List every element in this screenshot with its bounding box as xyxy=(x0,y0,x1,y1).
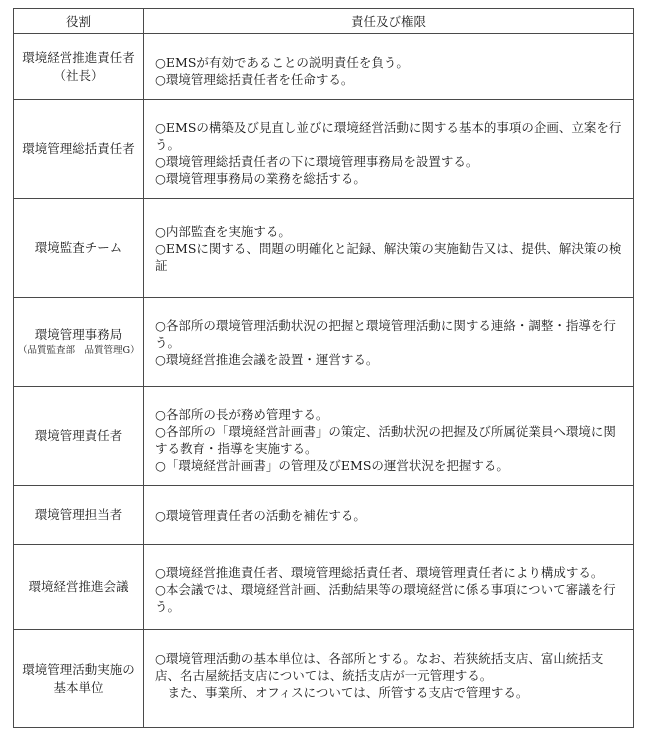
roles-responsibilities-table xyxy=(13,8,634,728)
table-row xyxy=(14,486,634,545)
responsibility-item: ○各部所の長が務め管理する。 xyxy=(155,407,329,422)
table-row xyxy=(14,545,634,630)
header-role: 役割 xyxy=(14,9,144,34)
responsibility-cell xyxy=(144,486,634,545)
role-cell xyxy=(14,630,144,728)
table-row xyxy=(14,199,634,298)
role-cell xyxy=(14,100,144,199)
responsibility-item: また、事業所、オフィスについては、所管する支店で管理する。 xyxy=(155,685,529,700)
role-cell xyxy=(14,486,144,545)
table-row xyxy=(14,34,634,100)
header-responsibility: 責任及び権限 xyxy=(144,9,634,34)
responsibility-cell xyxy=(144,545,634,630)
responsibility-item: ○本会議では、環境経営計画、活動結果等の環境経営に係る事項について審議を行う。 xyxy=(155,582,616,614)
role-cell xyxy=(14,298,144,387)
role-name: 環境管理総括責任者 xyxy=(22,141,135,156)
table-row xyxy=(14,630,634,728)
responsibility-item: ○環境管理事務局の業務を総括する。 xyxy=(155,171,366,186)
table-row xyxy=(14,387,634,486)
role-name: 環境経営推進責任者 xyxy=(22,49,135,65)
responsibility-table-container xyxy=(13,8,634,728)
table-row xyxy=(14,100,634,199)
responsibility-item: ○EMSに関する、問題の明確化と記録、解決策の実施勧告又は、提供、解決策の検証 xyxy=(155,241,622,273)
responsibility-item: ○環境管理活動の基本単位は、各部所とする。なお、若狭統括支店、富山統括支店、名古屋統括支店については、統括支店が一元管理する。 xyxy=(155,651,604,683)
role-name: 環境監査チーム xyxy=(34,240,123,255)
role-sub: （社長） xyxy=(53,67,104,83)
role-name: 環境管理活動実施の基本単位 xyxy=(22,661,135,695)
responsibility-cell xyxy=(144,298,634,387)
responsibility-item: ○EMSの構築及び見直し並びに環境経営活動に関する基本的事項の企画、立案を行う。 xyxy=(155,120,622,152)
table-header-row xyxy=(14,9,634,34)
responsibility-item: ○各部所の環境管理活動状況の把握と環境管理活動に関する連絡・調整・指導を行う。 xyxy=(155,318,616,350)
responsibility-item: ○各部所の「環境経営計画書」の策定、活動状況の把握及び所属従業員へ環境に関する教育・指導を実施する。 xyxy=(155,424,616,456)
responsibility-item: ○環境管理総括責任者を任命する。 xyxy=(155,72,354,87)
responsibility-item: ○環境経営推進責任者、環境管理総括責任者、環境管理責任者により構成する。 xyxy=(155,565,604,580)
role-sub: （品質監査部 品質管理G） xyxy=(18,345,140,356)
responsibility-cell xyxy=(144,630,634,728)
role-cell xyxy=(14,199,144,298)
role-name: 環境管理責任者 xyxy=(34,428,123,443)
responsibility-item: ○内部監査を実施する。 xyxy=(155,224,291,239)
role-name: 環境管理担当者 xyxy=(34,507,123,522)
role-name: 環境管理事務局 xyxy=(34,327,123,342)
responsibility-item: ○「環境経営計画書」の管理及びEMSの運営状況を把握する。 xyxy=(155,458,509,473)
responsibility-item: ○環境管理責任者の活動を補佐する。 xyxy=(155,507,366,523)
responsibility-cell xyxy=(144,34,634,100)
responsibility-item: ○環境経営推進会議を設置・運営する。 xyxy=(155,352,379,367)
responsibility-item: ○環境管理総括責任者の下に環境管理事務局を設置する。 xyxy=(155,154,479,169)
responsibility-cell xyxy=(144,387,634,486)
responsibility-cell xyxy=(144,199,634,298)
role-cell xyxy=(14,545,144,630)
responsibility-cell xyxy=(144,100,634,199)
role-cell xyxy=(14,34,144,100)
table-row xyxy=(14,298,634,387)
role-name: 環境経営推進会議 xyxy=(28,579,129,594)
responsibility-item: ○EMSが有効であることの説明責任を負う。 xyxy=(155,55,409,70)
role-cell xyxy=(14,387,144,486)
